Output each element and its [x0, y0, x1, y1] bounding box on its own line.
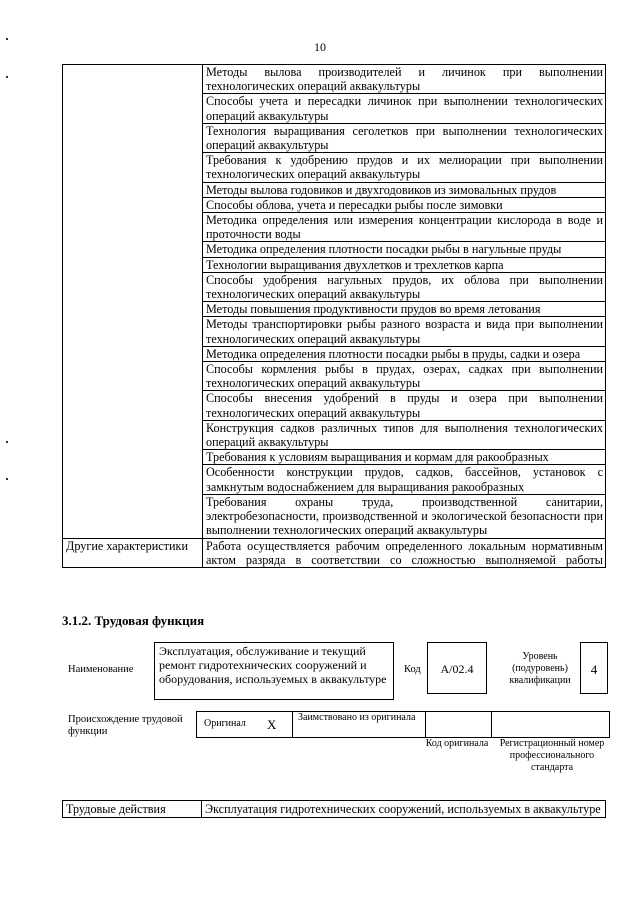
requirement-item: Требования охраны труда, производственной санитарии, электробезопасности, производственной и экологической безопасности при выполнении технологических операций аквакультуры: [203, 494, 606, 538]
original-label: Оригинал: [204, 718, 246, 729]
labor-actions-label: Трудовые действия: [63, 801, 202, 818]
level-label: Уровень (подуровень) квалификации: [509, 651, 571, 686]
name-label: Наименование: [68, 664, 134, 675]
requirement-item: Способы кормления рыбы в прудах, озерах, садках при выполнении технологических операций аквакультуры: [203, 362, 606, 391]
page-number: 10: [314, 40, 326, 54]
scan-mark: [6, 38, 8, 40]
level-value: 4: [580, 642, 608, 694]
requirement-item: Методы вылова годовиков и двухгодовиков из зимовальных прудов: [203, 182, 606, 197]
code-value: А/02.4: [427, 642, 487, 694]
scan-mark: [6, 478, 8, 480]
divider: [292, 711, 293, 738]
requirement-item: Особенности конструкции прудов, садков, бассейнов, установок с замкнутым водоснабжением для выращивания ракообразных: [203, 465, 606, 494]
labor-actions-text: Эксплуатация гидротехнических сооружений, используемых в аквакультуре: [205, 802, 601, 816]
other-characteristics-label: Другие характеристики: [63, 538, 203, 567]
requirement-item: Требования к удобрению прудов и их мелиорации при выполнении технологических операций аквакультуры: [203, 153, 606, 182]
knowledge-table: [62, 64, 606, 568]
requirement-item: Требования к условиям выращивания и кормам для ракообразных: [203, 450, 606, 465]
requirement-item: Способы внесения удобрений в пруды и озера при выполнении технологических операций аквакультуры: [203, 391, 606, 420]
code-label: Код: [404, 664, 421, 675]
other-characteristics-value: Работа осуществляется рабочим определенного локальным нормативным актом разряда в соответствии со сложностью выполняемой работы: [203, 538, 606, 567]
table-row: [63, 538, 606, 567]
origin-box: [196, 711, 610, 738]
requirement-item: Технологии выращивания двухлетков и трехлетков карпа: [203, 257, 606, 272]
requirement-item: Технология выращивания сеголетков при выполнении технологических операций аквакультуры: [203, 123, 606, 152]
empty-cell: [63, 65, 203, 539]
origin-label: Происхождение трудовой функции: [68, 714, 183, 737]
requirement-item: Способы облова, учета и пересадки рыбы после зимовки: [203, 197, 606, 212]
original-mark: X: [267, 717, 277, 732]
requirement-item: Конструкция садков различных типов для выполнения технологических операций аквакультуры: [203, 420, 606, 449]
labor-actions-value: [202, 801, 606, 818]
requirement-item: Методы вылова производителей и личинок при выполнении технологических операций аквакультуры: [203, 65, 606, 94]
divider: [491, 711, 492, 738]
function-name: Эксплуатация, обслуживание и текущий ремонт гидротехнических сооружений и оборудования, используемых в аквакультуре: [154, 642, 394, 700]
requirement-item: Методы транспортировки рыбы разного возраста и вида при выполнении технологических операций аквакультуры: [203, 317, 606, 346]
scan-mark: [6, 76, 8, 78]
scan-mark: [6, 441, 8, 443]
requirement-item: Методы повышения продуктивности прудов во время летования: [203, 302, 606, 317]
requirement-item: Способы учета и пересадки личинок при выполнении технологических операций аквакультуры: [203, 94, 606, 123]
divider: [425, 711, 426, 738]
requirement-item: Методика определения плотности посадки рыбы в нагульные пруды: [203, 242, 606, 257]
requirement-item: Способы удобрения нагульных прудов, их облова при выполнении технологических операций аквакультуры: [203, 272, 606, 301]
table-row: [63, 801, 606, 818]
code-original-label: Код оригинала: [425, 738, 489, 749]
section-heading: 3.1.2. Трудовая функция: [62, 613, 205, 628]
table-row: [63, 65, 606, 94]
requirement-item: Методика определения плотности посадки рыбы в пруды, садки и озера: [203, 346, 606, 361]
requirement-item: Методика определения или измерения концентрации кислорода в воде и проточности воды: [203, 213, 606, 242]
reg-number-label: Регистрационный номер профессионального стандарта: [499, 738, 605, 773]
labor-actions-table: [62, 800, 606, 818]
borrowed-label: Заимствовано из оригинала: [298, 712, 416, 723]
